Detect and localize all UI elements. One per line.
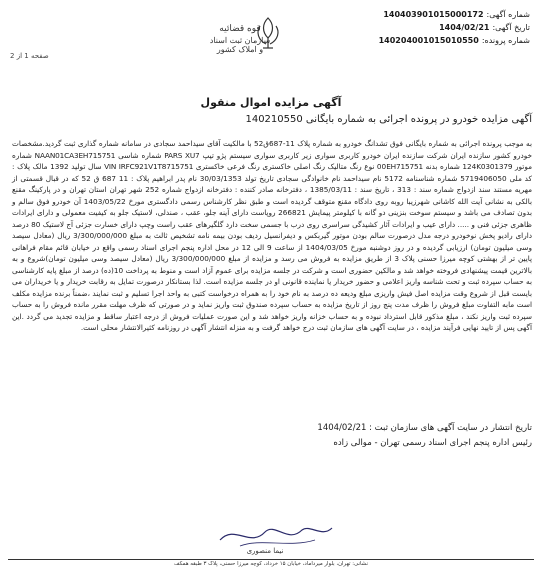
organization-logo bbox=[208, 24, 272, 64]
notice-number-row bbox=[355, 8, 530, 21]
case-number-row bbox=[355, 34, 530, 47]
org-name-top: قوه قضائیه bbox=[219, 24, 261, 34]
case-number: 14020400101501055​0 bbox=[378, 36, 479, 45]
signer-line: رئیس اداره پنجم اجرای اسناد رسمی تهران - موالی زاده bbox=[333, 438, 532, 448]
document-subtitle: آگهی مزایده خودرو در پرونده اجرائی به شماره بایگانی 140210550 bbox=[245, 114, 532, 125]
notice-body-paragraph: به موجب پرونده اجرائی به شماره بایگانی فوق تشدانگ خودرو به شماره پلاک 11-687ق52 با مالکیت آقای سیداحمد سجادی در سامانه شماره گذاری ثبت گردید.مشخصات خودرو کشور سازنده ایران شرکت سازنده ایران خودرو کاربری سواری زیر کاربری سواری سیستم پژو تیپ PARS XU7 شماره شاسی NAAN01CA3EH715751 شماره موتور 124K0301379 شماره بدنه 00EH715751 نوع رنگ متالیک رنگ اصلی خاکستری رنگ فرعی خاکستری VIN IRFC921V1T8715751 سال تولید 1392 مالک پلاک : کد ملی 5719406050 شماره شناسنامه 5172 نام سیداحمد نام خانوادگی سجادی تاریخ تولد 30/03/1353 نام پدر ابراهیم پلاک : 11 687 ق 52 که در قبال قسمتی از مهریه مستند سند ازدواج شماره سند : 313 ، تاریخ سند : 1385/03/11 ، دفترخانه صادر کننده : دفترخانه ازدواج شماره 252 شهر تهران استان تهران و در پارکینگ مقنع بالکی به نشانی آیت الله کاشانی شهرزیبا روبه روی دادگاه مقنع متوقف گردیده است و طبق نظر کارشناس رسمی دادگستری مورخ 1403/05/22 آن خودرو فوق سالم و بدون تصادف می باشد و سیستم سوخت بنزینی دو گانه با کیلومتر پیمایش 266821 روپاست دارای آینه جلو، عقب ، صندلی، لاستیک جلو به کیفیت معمولی و دارای ایرادات ظاهری جزئی فنی و ..... دارای عیب و ایرادات آثار کشیدگی سراسری روی درب با جسمی سخت دارد گلگیرهای عقب راست وچپ دارای خسارت جزئی آج لاستیک 80 درصد دارای رادیو پخش نوخودرو درجه مدل درصورت سالم بودن موتور گیربکس و دیفرانسیل ردیف بودن بیمه نامه تشخیص ثالث به مبلغ 3/300/000/000 ریال (معادل سیصد وسی میلیون تومان) ارزیابی گردیده و در روز دوشنبه مورخ 1404/03/05 از ساعت 9 الی 12 در محل اداره پنجم اجرای اسناد رسمی واقع در خیابان قائم مقام فراهانی پایین تر از بهشتی کوچه میرزا حسنی پلاک 3 از طریق مزایده به فروش می رسد و مزایده از مبلغ 3/300/000/000 ریال (معادل سیصد وسی میلیون تومان)شروع و به بالاترین قیمت پیشنهادی فروخته خواهد شد و مالکین حضوری است و شرکت در جلسه مزایده برای عموم آزاد است و منوط به پرداخت 10(ده) درصد از مبلغ پایه کارشناسی به حساب سپرده ثبت و تحت شناسه واریز اعلامی و حضور خریدار یا نماینده قانونی او در جلسه مزایده است. لذا بستانکار درصورت تمایل به رقابت خریدار و یا خریداران می بایست قبل از شروع وقت مزایده اصل فیش واریزی مبلغ ودیعه ده درصد به نام خود را به همراه درخواست کتبی به واحد اجرا تسلیم و ثبت نمایند ،ضمناً برنده مزایده مکلف است مابه التفاوت مبلغ فروش را ظرف مدت پنج روز از تاریخ مزایده به حساب سپرده صندوق ثبت واریز نماید و در صورتی که ظرف مهلت مقرر مانده فروش را به حساب سپرده ثبت واریز نکند ، مبلغ مذکور قابل استرداد نبوده و به حساب خزانه واریز خواهد شد و این صورت عملیات فروش از درجه اعتبار ساقط و مزایده تجدید می گردد .این آگهی پس از تایید نهایی فرآیند مزایده ، در سایت آگهی های سازمان ثبت درج خواهد گرفت و به منزله انتشار آگهی در روزنامه کثیرالانتشار محلی است. bbox=[12, 139, 533, 332]
notice-number-label: شماره آگهی: bbox=[486, 10, 530, 19]
page-number: صفحه 1 از 2 bbox=[10, 52, 49, 60]
document-title: آگهی مزایده اموال منقول bbox=[200, 96, 342, 109]
signature-name: نیما منصوری bbox=[246, 547, 284, 555]
notice-meta bbox=[355, 8, 530, 47]
notice-body bbox=[12, 138, 532, 334]
footer-divider bbox=[8, 559, 534, 560]
case-number-label: شماره پرونده: bbox=[481, 36, 530, 45]
footer-address: نشانی: تهران، بلوار میرداماد، خیابان ۱۵ خرداد، کوچه میرزا حسنی، پلاک ۳ طبقه همکف bbox=[174, 561, 368, 567]
notice-number: 140403901015000172 bbox=[383, 10, 484, 19]
notice-date: 1404/02/21 bbox=[439, 23, 490, 32]
publication-date-line: تاریخ انتشار در سایت آگهی های سازمان ثبت : 1404/02/21 bbox=[317, 423, 532, 433]
org-name-bottom: سازمان ثبت اسناد و املاک کشور bbox=[209, 36, 271, 54]
notice-date-label: تاریخ آگهی: bbox=[492, 23, 530, 32]
notice-date-row bbox=[355, 21, 530, 34]
